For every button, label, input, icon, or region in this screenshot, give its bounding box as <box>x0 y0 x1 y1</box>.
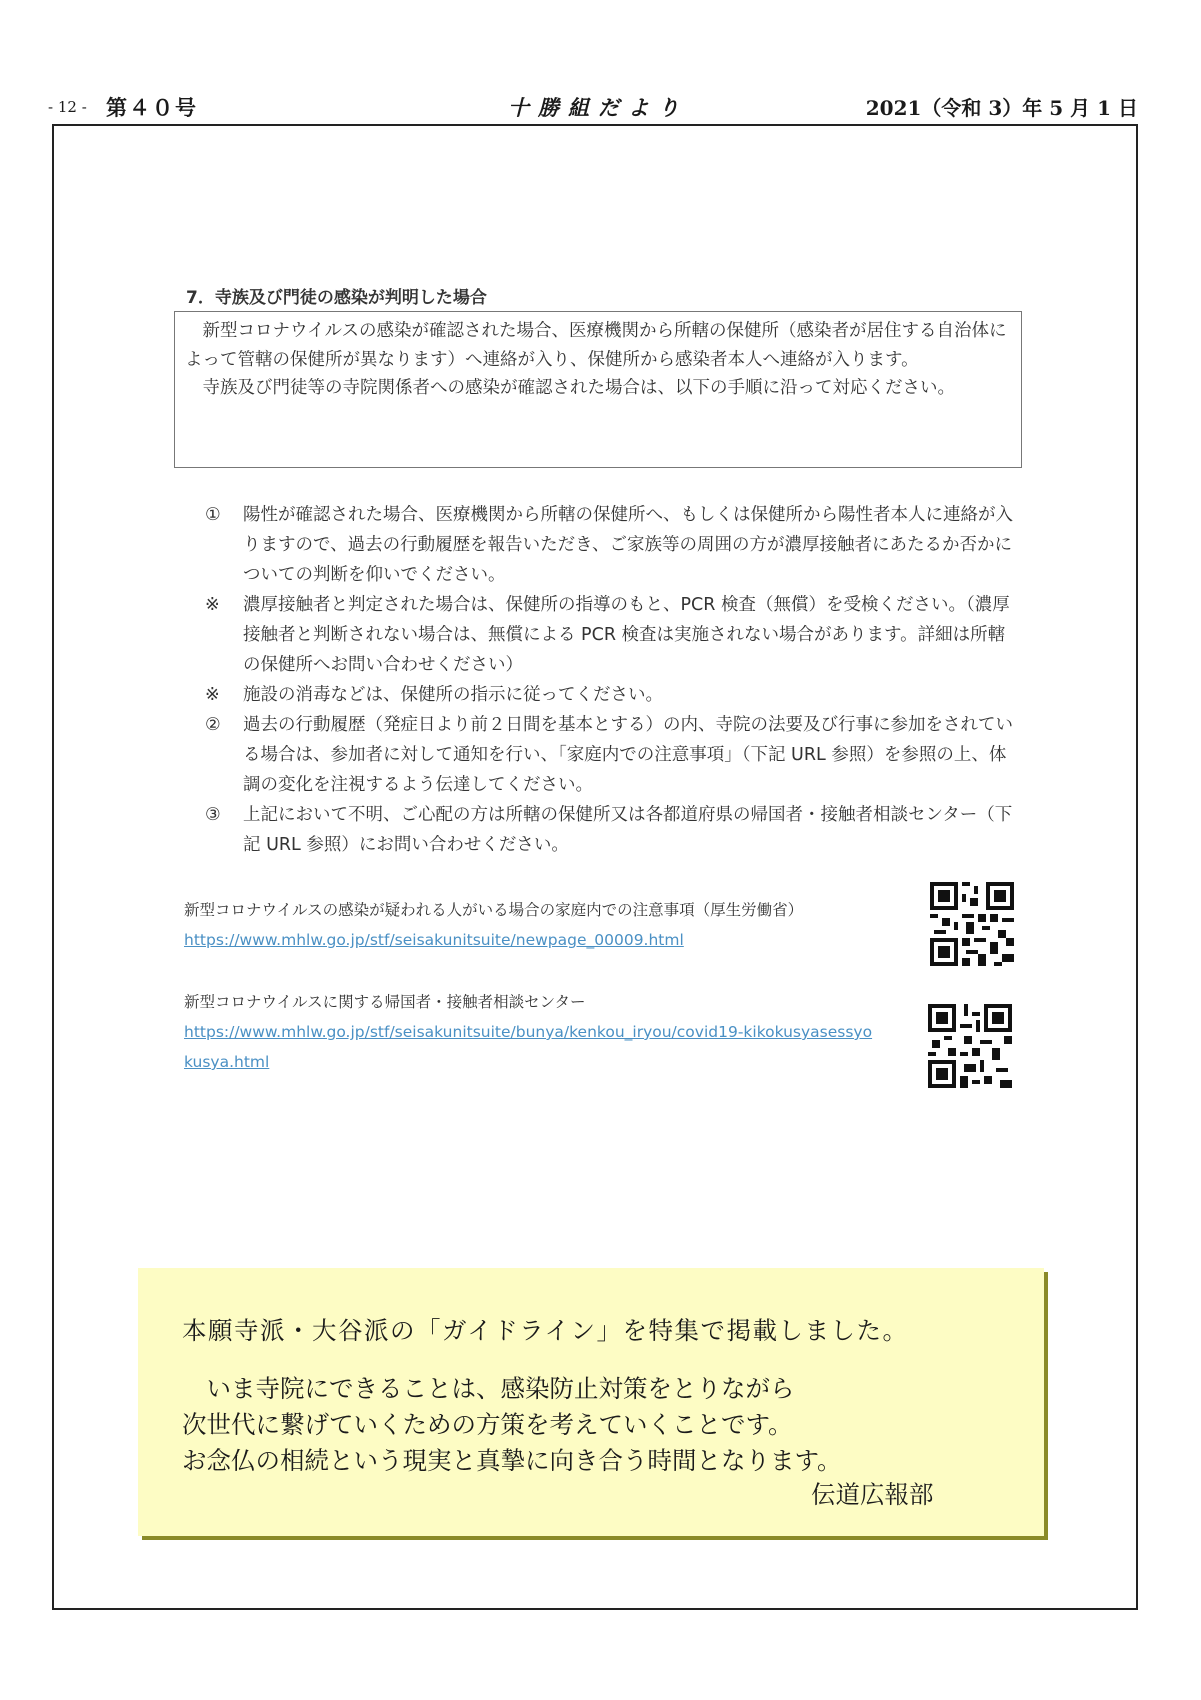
issue-date: 2021（令和 3）年 5 月 1 日 <box>865 96 1138 120</box>
issue-number: 第４０号 <box>106 95 198 120</box>
list-item <box>205 500 1015 590</box>
item-mark: ※ <box>205 685 220 705</box>
reference-link[interactable]: https://www.mhlw.go.jp/stf/seisakunitsuite/newpage_00009.html <box>184 931 684 949</box>
procedure-list <box>205 500 1015 860</box>
section-title: 7．寺族及び門徒の感染が判明した場合 <box>186 288 487 308</box>
item-mark: ※ <box>205 595 220 615</box>
list-item <box>205 710 1015 800</box>
callout-signature: 伝道広報部 <box>811 1480 934 1509</box>
list-item <box>205 800 1015 860</box>
notice-paragraph: 寺族及び門徒等の寺院関係者への感染が確認された場合は、以下の手順に沿って対応ください。 <box>202 378 955 398</box>
qr-code-icon <box>930 882 1014 966</box>
page-number: - 12 - <box>48 98 87 116</box>
callout-body-line: お念仏の相続という現実と真摯に向き合う時間となります。 <box>182 1446 842 1475</box>
qr-code-icon <box>928 1004 1012 1088</box>
callout-headline: 本願寺派・大谷派の「ガイドライン」を特集で掲載しました。 <box>182 1316 909 1345</box>
item-text: 施設の消毒などは、保健所の指示に従ってください。 <box>243 685 663 705</box>
reference-link[interactable]: https://www.mhlw.go.jp/stf/seisakunitsuite/bunya/kenkou_iryou/covid19-kikokusyasessyokusya.html <box>184 1023 873 1071</box>
list-item <box>205 680 1015 710</box>
list-item <box>205 590 1015 680</box>
reference-label: 新型コロナウイルスの感染が疑われる人がいる場合の家庭内での注意事項（厚生労働省） <box>184 901 804 919</box>
reference-label: 新型コロナウイルスに関する帰国者・接触者相談センター <box>184 993 586 1011</box>
item-text: 上記において不明、ご心配の方は所轄の保健所又は各都道府県の帰国者・接触者相談センター（下記 URL 参照）にお問い合わせください。 <box>243 805 1013 855</box>
newsletter-title: 十勝組だより <box>508 95 688 120</box>
page-header <box>48 92 1138 122</box>
notice-box <box>174 311 1022 468</box>
item-mark: ① <box>205 505 221 525</box>
reference-home-care <box>184 895 874 955</box>
item-mark: ③ <box>205 805 221 825</box>
item-text: 過去の行動履歴（発症日より前２日間を基本とする）の内、寺院の法要及び行事に参加をされている場合は、参加者に対して通知を行い、「家庭内での注意事項」（下記 URL 参照）を参照の上、体調の変化を注視するよう伝達してください。 <box>243 715 1013 795</box>
reference-consultation-center <box>184 987 874 1077</box>
announcement-callout <box>138 1268 1044 1536</box>
item-text: 濃厚接触者と判定された場合は、保健所の指導のもと、PCR 検査（無償）を受検ください。（濃厚接触者と判断されない場合は、無償による PCR 検査は実施されない場合があります。詳細は所轄の保健所へお問い合わせください） <box>243 595 1010 675</box>
notice-paragraph: 新型コロナウイルスの感染が確認された場合、医療機関から所轄の保健所（感染者が居住する自治体によって管轄の保健所が異なります）へ連絡が入り、保健所から感染者本人へ連絡が入ります。 <box>185 321 1007 370</box>
item-text: 陽性が確認された場合、医療機関から所轄の保健所へ、もしくは保健所から陽性者本人に連絡が入りますので、過去の行動履歴を報告いただき、ご家族等の周囲の方が濃厚接触者にあたるか否かについての判断を仰いでください。 <box>243 505 1013 585</box>
callout-body-line: いま寺院にできることは、感染防止対策をとりながら <box>182 1374 795 1403</box>
callout-body-line: 次世代に繋げていくための方策を考えていくことです。 <box>182 1410 793 1439</box>
item-mark: ② <box>205 715 221 735</box>
